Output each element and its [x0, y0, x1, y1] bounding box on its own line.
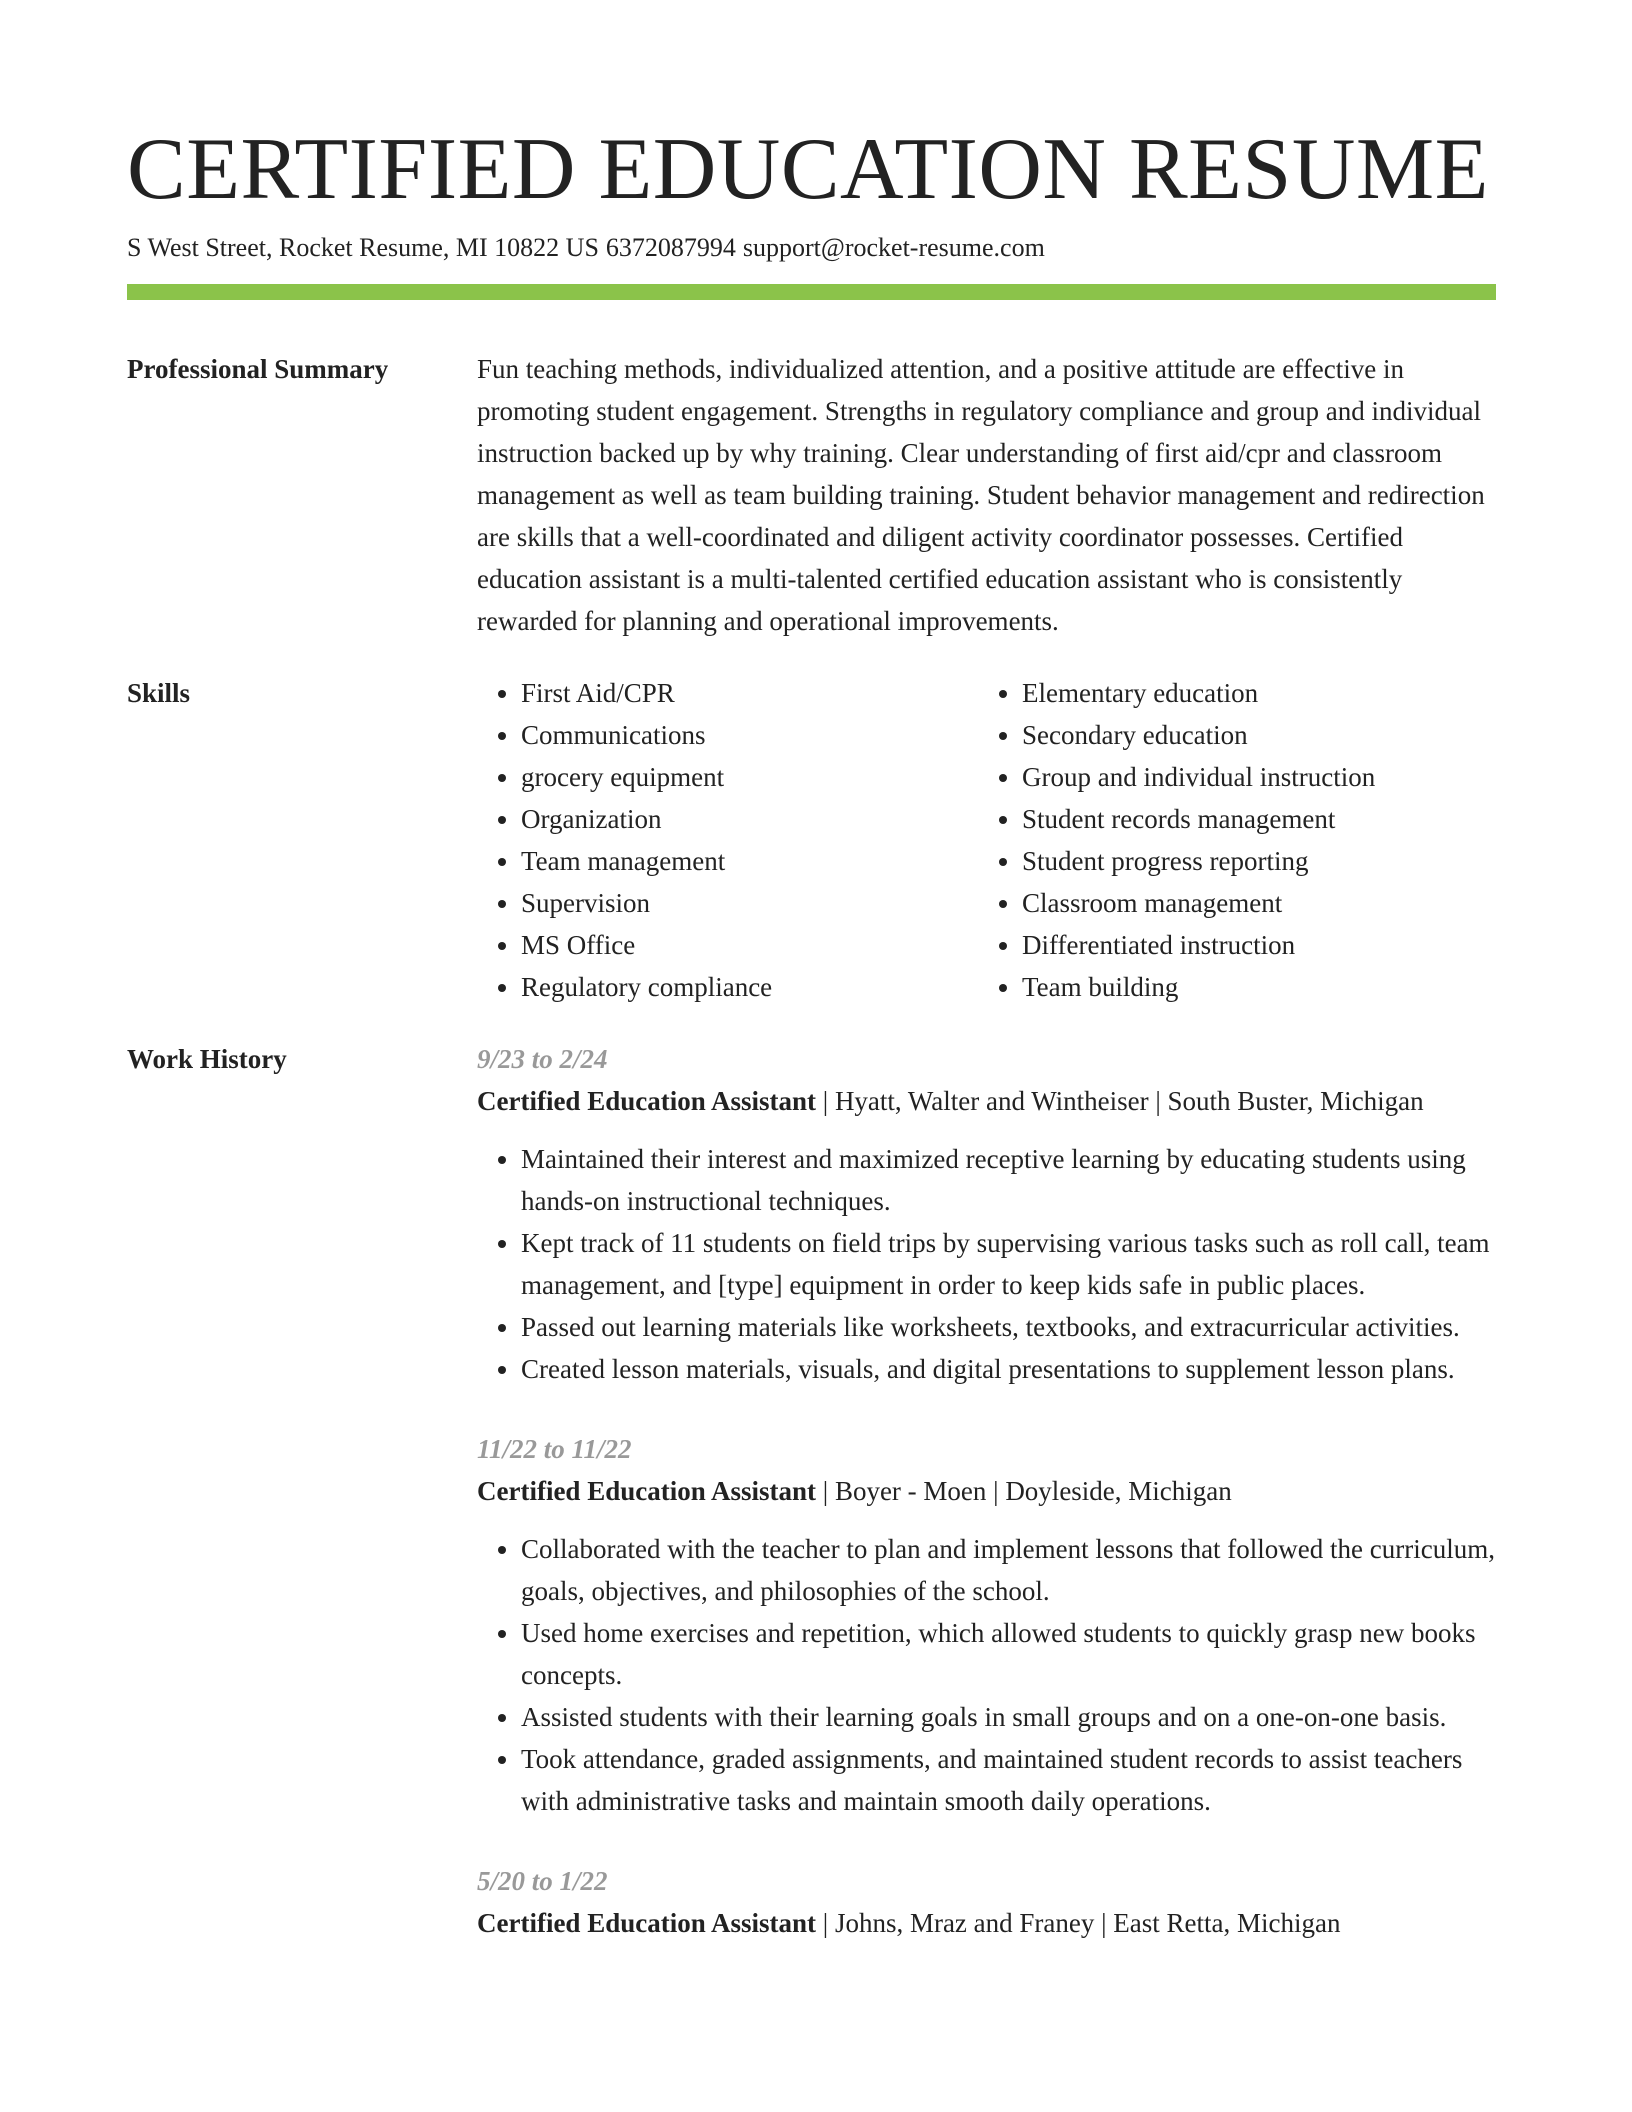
job-location: Doyleside, Michigan	[1005, 1476, 1232, 1506]
job-dates: 5/20 to 1/22	[477, 1866, 608, 1896]
job-heading: Certified Education Assistant | Johns, Mraz and Franey | East Retta, Michigan	[477, 1908, 1341, 1938]
resume-page	[127, 118, 1496, 1982]
job-dates: 11/22 to 11/22	[477, 1434, 632, 1464]
contact-line	[127, 230, 1496, 266]
summary-body	[477, 348, 1496, 642]
work-history-body	[477, 1038, 1496, 1982]
work-history-label: Work History	[127, 1044, 287, 1074]
skill-item: • Regulatory compliance	[521, 966, 978, 1008]
job-bullet: • Kept track of 11 students on field trips by supervising various tasks such as roll call, team management, and [type] equipment in order to keep kids safe in public places.	[521, 1222, 1496, 1306]
job-entry	[477, 1038, 1496, 1390]
skill-item: • Team building	[1022, 966, 1479, 1008]
job-location: East Retta, Michigan	[1113, 1908, 1341, 1938]
skill-item: • Classroom management	[1022, 882, 1479, 924]
summary-text: Fun teaching methods, individualized attention, and a positive attitude are effective in promoting student engagement. Strengths in regulatory compliance and group and individual instruction backed up by why training. Clear understanding of first aid/cpr and classroom management as well as team building training. Student behavior management and redirection are skills that a well-coordinated and diligent activity coordinator possesses. Certified education assistant is a multi-talented certified education assistant who is consistently rewarded for planning and operational improvements.	[477, 354, 1485, 636]
job-location: South Buster, Michigan	[1167, 1086, 1424, 1116]
skill-item: • Differentiated instruction	[1022, 924, 1479, 966]
resume-title: CERTIFIED EDUCATION RESUME	[127, 121, 1489, 218]
work-history-section	[127, 1038, 1496, 1982]
job-heading: Certified Education Assistant | Hyatt, Walter and Wintheiser | South Buster, Michigan	[477, 1086, 1424, 1116]
skill-item: • Student records management	[1022, 798, 1479, 840]
skill-item: • Elementary education	[1022, 672, 1479, 714]
skills-list-left	[477, 672, 978, 1008]
job-bullets	[477, 1138, 1496, 1390]
skill-item: • Group and individual instruction	[1022, 756, 1479, 798]
header-divider	[127, 284, 1496, 300]
skill-item: • Student progress reporting	[1022, 840, 1479, 882]
job-bullet: • Created lesson materials, visuals, and digital presentations to supplement lesson plans.	[521, 1348, 1496, 1390]
skills-section	[127, 672, 1496, 1008]
job-employer: Boyer - Moen	[834, 1476, 987, 1506]
skills-list-right	[978, 672, 1479, 1008]
summary-section	[127, 348, 1496, 642]
skill-item: • grocery equipment	[521, 756, 978, 798]
skill-item: • First Aid/CPR	[521, 672, 978, 714]
email: support@rocket-resume.com	[742, 233, 1045, 262]
skills-body	[477, 672, 1496, 1008]
summary-label: Professional Summary	[127, 354, 389, 384]
job-title: Certified Education Assistant	[477, 1476, 817, 1506]
job-bullet: • Assisted students with their learning goals in small groups and on a one-on-one basis.	[521, 1696, 1496, 1738]
job-bullet: • Passed out learning materials like worksheets, textbooks, and extracurricular activities.	[521, 1306, 1496, 1348]
skill-item: • Team management	[521, 840, 978, 882]
job-bullet: • Maintained their interest and maximized receptive learning by educating students using hands-on instructional techniques.	[521, 1138, 1496, 1222]
address: S West Street, Rocket Resume, MI 10822 US	[127, 233, 599, 262]
job-title: Certified Education Assistant	[477, 1086, 817, 1116]
job-heading: Certified Education Assistant | Boyer - Moen | Doyleside, Michigan	[477, 1476, 1232, 1506]
job-entry	[477, 1860, 1496, 1944]
job-bullet: • Took attendance, graded assignments, and maintained student records to assist teachers with administrative tasks and maintain smooth daily operations.	[521, 1738, 1496, 1822]
job-employer: Hyatt, Walter and Wintheiser	[834, 1086, 1149, 1116]
job-employer: Johns, Mraz and Franey	[834, 1908, 1095, 1938]
skills-label: Skills	[127, 678, 191, 708]
job-dates: 9/23 to 2/24	[477, 1044, 608, 1074]
job-entry	[477, 1428, 1496, 1822]
skill-item: • Communications	[521, 714, 978, 756]
skill-item: • MS Office	[521, 924, 978, 966]
job-bullet: • Used home exercises and repetition, which allowed students to quickly grasp new books concepts.	[521, 1612, 1496, 1696]
skill-item: • Organization	[521, 798, 978, 840]
phone: 6372087994	[605, 233, 736, 262]
job-bullet: • Collaborated with the teacher to plan and implement lessons that followed the curriculum, goals, objectives, and philosophies of the school.	[521, 1528, 1496, 1612]
skill-item: • Supervision	[521, 882, 978, 924]
skill-item: • Secondary education	[1022, 714, 1479, 756]
job-bullets	[477, 1528, 1496, 1822]
job-title: Certified Education Assistant	[477, 1908, 817, 1938]
